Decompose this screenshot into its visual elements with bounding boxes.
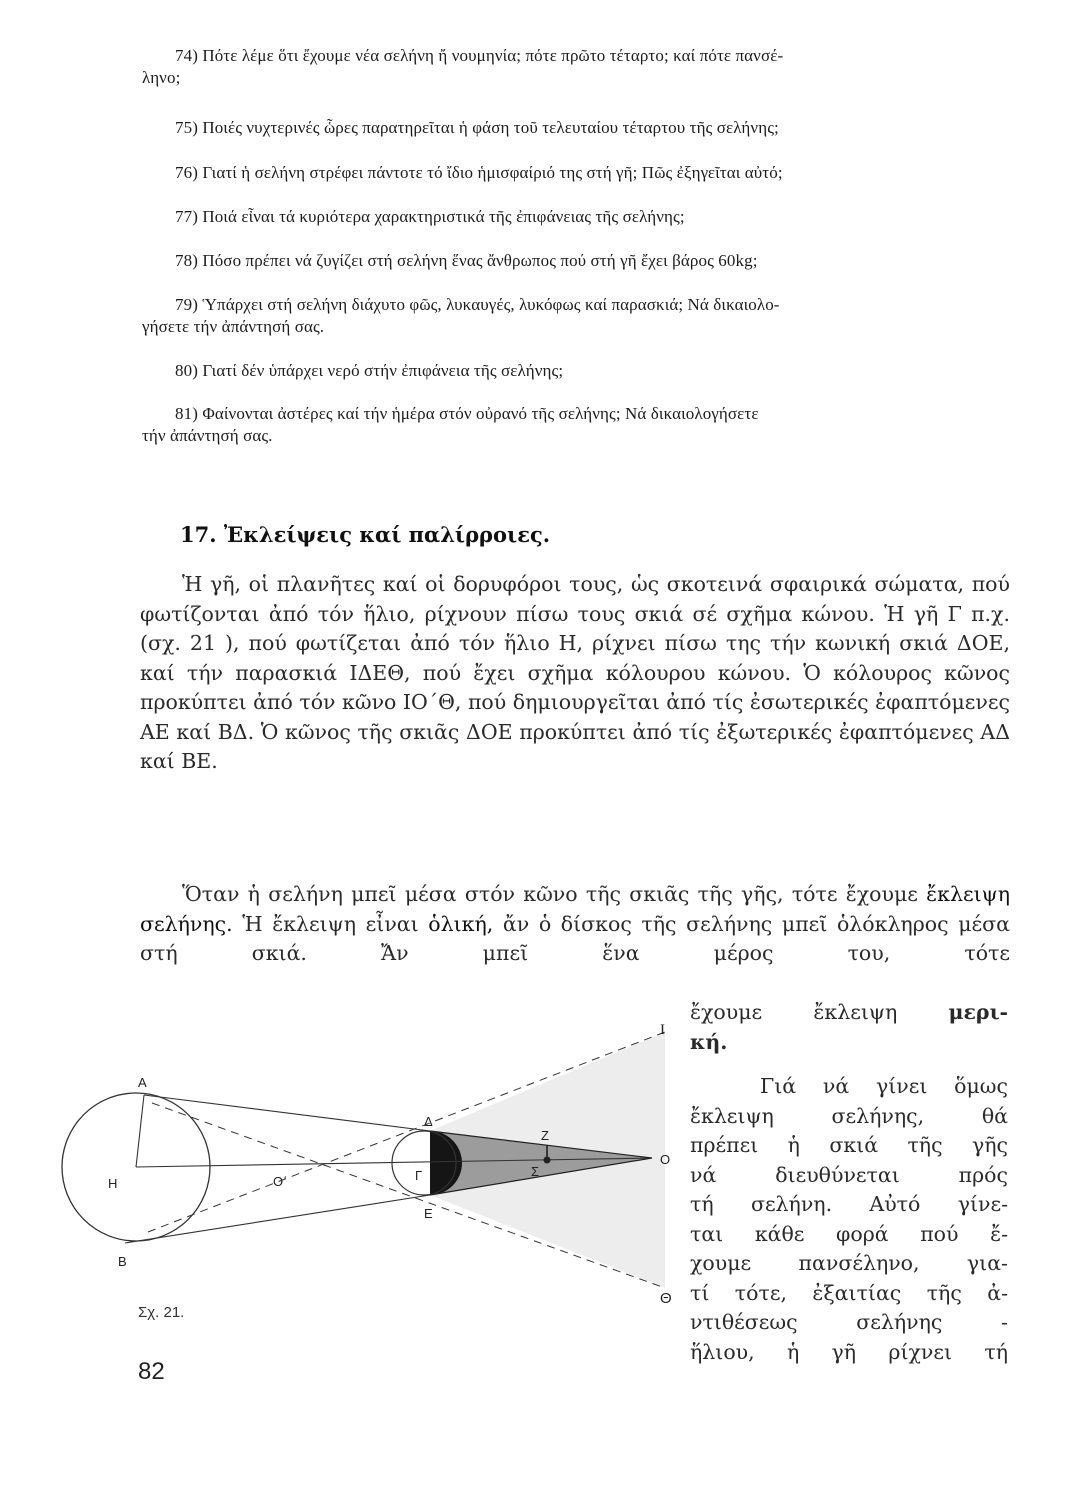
radius-line xyxy=(136,1095,144,1167)
question-text-cont: τήν ἀπάντησή σας. xyxy=(142,426,273,445)
label-E: E xyxy=(424,1206,433,1221)
question-text: Πότε λέμε ὅτι ἔχουμε νέα σελήνη ἤ νουμηνία; πότε πρῶτο τέταρτο; καί πότε πανσέ- xyxy=(202,46,784,65)
label-Z: Z xyxy=(541,1128,549,1143)
term-partial-end: κή. xyxy=(690,1029,728,1054)
question-number: 75) xyxy=(175,118,198,137)
term-partial: μερι- xyxy=(948,1000,1008,1024)
page-number: 82 xyxy=(138,1358,165,1385)
paragraph-1-text: Ἡ γῆ, οἱ πλανῆτες καί οἱ δορυφόροι τους, ὡς σκοτεινά σφαιρικά σώματα, πού φωτίζονται ἀπό τόν ἥλιο, ρίχνουν πίσω τους σκιά σέ σχῆμα κώνου. Ἡ γῆ Γ π.χ. (σχ. 21 ), πού φωτίζεται ἀπό τόν ἥλιο Η, ρίχνει πίσω της τήν κωνική σκιά ΔΟΕ, καί τήν παρασκιά ΙΔΕΘ, πού ἔχει σχῆμα κόλουρου κώνου. Ὁ κόλουρος κῶνος προκύπτει ἀπό τόν κῶνο ΙΟ΄Θ, πού δημιουργεῖται ἀπό τίς ἐσωτερικές ἐφαπτόμενες ΑΕ καί ΒΔ. Ὁ κῶνος τῆς σκιᾶς ΔΟΕ προκύπτει ἀπό τίς ἐξωτερικές ἐφαπτόμενες ΑΔ καί ΒΕ. xyxy=(140,572,1010,773)
question-text-cont: γήσετε τήν ἀπάντησή σας. xyxy=(142,317,325,336)
side-paragraph-line: ται κάθε φορά πού ἔ- xyxy=(690,1221,1008,1246)
question-number: 77) xyxy=(175,207,198,226)
label-Sigma: Σ xyxy=(531,1164,540,1179)
question-number: 76) xyxy=(175,163,198,182)
section-heading: 17. Ἐκλείψεις καί παλίρροιες. xyxy=(180,522,551,547)
question-text: Φαίνονται ἀστέρες καί τήν ἡμέρα στόν οὐρανό τῆς σελήνης; Νά δικαιολογήσετε xyxy=(202,404,759,423)
side-line-text: ἔχουμε ἔκλειψη xyxy=(690,1000,949,1024)
label-O-prime: O΄ xyxy=(273,1174,288,1189)
tangent-B-E xyxy=(125,1195,430,1243)
side-paragraph-line: τή σελήνη. Αὐτό γίνε- xyxy=(690,1192,1008,1216)
label-Theta: Θ xyxy=(660,1290,672,1307)
question-text-cont: ληνο; xyxy=(142,68,181,87)
side-paragraph-line: χουμε πανσέληνο, για- xyxy=(690,1251,1008,1275)
side-paragraph-line: νά διευθύνεται πρός xyxy=(690,1162,1008,1187)
question-text: Ὑπάρχει στή σελήνη διάχυτο φῶς, λυκαυγές, λυκόφως καί παρασκιά; Νά δικαιολο- xyxy=(202,295,780,314)
moon-point xyxy=(544,1157,551,1164)
question-number: 79) xyxy=(175,295,198,314)
question-text: Γιατί δέν ὑπάρχει νερό στήν ἐπιφάνεια τῆς σελήνης; xyxy=(202,361,564,380)
label-A: A xyxy=(138,1075,147,1090)
side-paragraph-line: τί τότε, ἐξαιτίας τῆς ἀ- xyxy=(690,1280,1008,1305)
label-H: H xyxy=(108,1176,118,1191)
side-paragraph-line: Γιά νά γίνει ὅμως xyxy=(760,1074,1008,1098)
question-number: 74) xyxy=(175,46,198,65)
label-B: B xyxy=(118,1254,127,1269)
paragraph-2-part-3: ἄν ὁ δίσκος τῆς σελήνης μπεῖ ὁλόκληρος μέσα στή σκιά. Ἄν μπεῖ ἕνα μέρος του, τότε xyxy=(140,911,1010,965)
question-number: 81) xyxy=(175,404,198,423)
term-total: ὁλική, xyxy=(428,911,494,936)
side-paragraph-line: πρέπει ἡ σκιά τῆς γῆς xyxy=(690,1133,1008,1157)
question-number: 80) xyxy=(175,361,198,380)
label-O: O xyxy=(660,1152,671,1167)
question-text: Γιατί ἡ σελήνη στρέφει πάντοτε τό ἴδιο ἡμισφαίριό της στή γῆ; Πῶς ἐξηγεῖται αὐτό; xyxy=(202,163,783,182)
side-paragraph-line: ἥλιου, ἡ γῆ ρίχνει τή xyxy=(690,1339,1008,1364)
question-text: Ποιά εἶναι τά κυριότερα χαρακτηριστικά τῆς ἐπιφάνειας τῆς σελήνης; xyxy=(202,207,685,226)
figure-caption: Σχ. 21. xyxy=(138,1304,185,1321)
side-paragraph-line: ἔκλειψη σελήνης, θά xyxy=(690,1103,1008,1128)
paragraph-2-part-1: Ὅταν ἡ σελήνη μπεῖ μέσα στόν κῶνο τῆς σκιᾶς τῆς γῆς, τότε ἔχουμε xyxy=(182,882,927,906)
side-paragraph-line: ντιθέσεως σελήνης - xyxy=(690,1310,1008,1334)
label-Gamma: Γ xyxy=(415,1168,423,1183)
question-text: Ποιές νυχτερινές ὧρες παρατηρεῖται ἡ φάση τοῦ τελευταίου τέταρτου τῆς σελήνης; xyxy=(202,118,779,137)
term-lunar-eclipse: ἔκλειψη σελήνης. xyxy=(140,882,1010,936)
label-Delta: Δ xyxy=(424,1114,433,1129)
question-text: Πόσο πρέπει νά ζυγίζει στή σελήνη ἕνας ἄνθρωπος πού στή γῆ ἔχει βάρος 60kg; xyxy=(202,251,758,270)
paragraph-2-part-2: Ἡ ἔκλειψη εἶναι xyxy=(232,911,429,936)
question-number: 78) xyxy=(175,251,198,270)
label-I: I xyxy=(660,1022,665,1038)
